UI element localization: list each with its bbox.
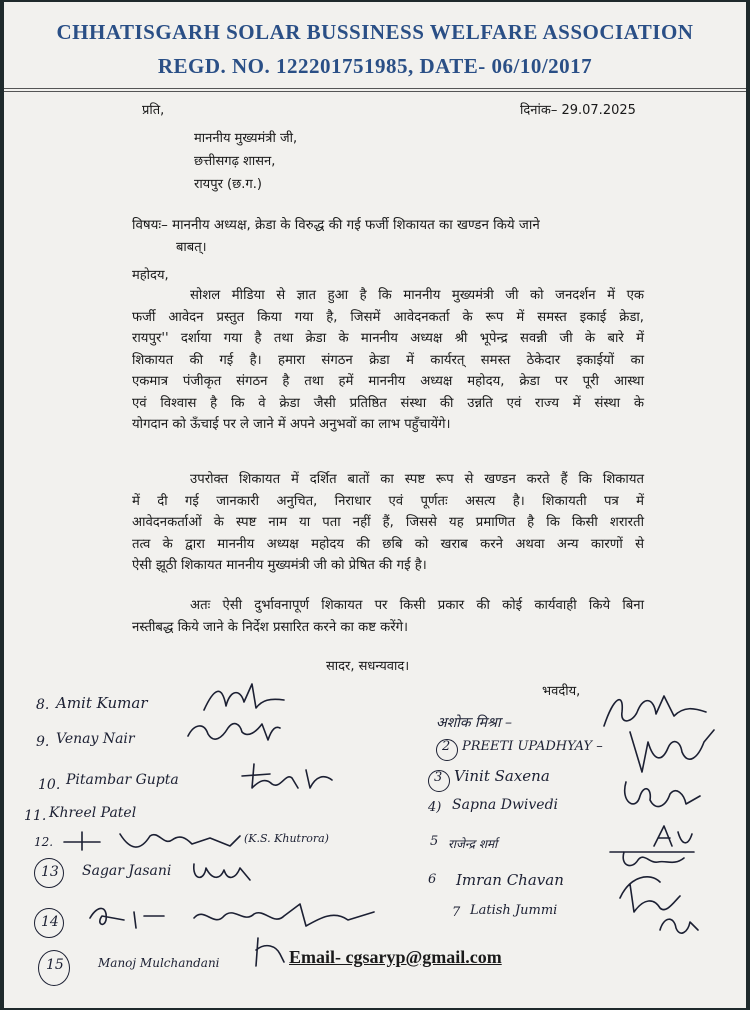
paragraph-line: में दी गई जानकारी अनुचित, निराधार एवं पूर्णतः असत्य है। शिकायती पत्र में [132,493,644,509]
signatory-number: 7 [452,905,461,920]
subject-line: विषयः– माननीय अध्यक्ष, क्रेडा के विरुद्ध की गई फर्जी शिकायत का खण्डन किये जाने [132,218,540,233]
paragraph-line: तत्व के द्वारा माननीय अध्यक्ष महोदय की छबि को खराब करने अथवा अन्य कारणों से [132,536,644,552]
signatory-name: (K.S. Khutrora) [244,832,329,845]
paragraph-line: एवं विश्वास है कि वे क्रेडा जैसी प्रतिष्ठित संस्था की उन्नति एवं राज्य में संस्था के [132,395,644,411]
salutation: महोदय, [132,268,169,283]
paragraph-line: सोशल मीडिया से ज्ञात हुआ है कि माननीय मुख्यमंत्री जी को जनदर्शन में एक [190,288,644,303]
signatory-name: Imran Chavan [456,871,564,889]
paragraph-line: रायपुर'' दर्शाया गया है तथा क्रेडा के माननीय अध्यक्ष श्री भूपेन्द्र सवन्नी जी के बारे में [132,331,644,346]
registration-number: REGD. NO. 122201751985, DATE- 06/10/2017 [157,54,593,78]
to-label: प्रति, [142,103,165,118]
signatory-number: 6 [428,872,437,887]
signature [250,932,290,972]
signatory-number: 15 [46,957,64,973]
signature [616,772,706,822]
signatory-number: 8. [36,697,50,713]
closing: सादर, सधन्यवाद। [326,659,410,674]
subject-line: बाबत्। [176,240,207,255]
paragraph-line: नस्तीबद्ध किये जाने के निर्देश प्रसारित करने का कष्ट करेंगे। [132,619,409,635]
signatory-name: Pitambar Gupta [66,772,179,788]
signatory-number: 13 [41,864,59,880]
signatory-name: Amit Kumar [56,694,148,712]
signature [188,854,258,888]
paragraph-2 [132,469,644,577]
header-divider-2 [4,91,746,92]
signatory-name: अशोक मिश्रा – [436,715,513,731]
letter-date: दिनांक– 29.07.2025 [520,103,636,118]
signatory-name: Latish Jummi [470,903,558,918]
signature [84,898,384,938]
paragraph-line: ऐसी झूठी शिकायत माननीय मुख्यमंत्री जी को प्रेषित की गई है। [132,558,427,573]
header-divider [4,88,746,89]
signatory-number: 11. [24,808,47,824]
paragraph-line: आवेदनकर्ताओं के स्पष्ट नाम या पता नहीं हैं, जिससे यह प्रमाणित है कि किसी शरारती [132,515,644,530]
signatory-name: Sagar Jasani [82,863,172,879]
paragraph-line: एकमात्र पंजीकृत संगठन है तथा हमें माननीय अध्यक्ष महोदय, क्रेडा पर पूरी आस्था [132,374,644,389]
org-name: CHHATISGARH SOLAR BUSSINESS WELFARE ASSOCIATION [56,20,694,44]
paragraph-line: शिकायत की गई है। हमारा संगठन क्रेडा में कार्यरत् समस्त ठेकेदार इकाईयों का [132,352,644,368]
letter-page [4,2,746,1008]
signatory-number: 12. [34,835,54,849]
signatory-number: 4) [428,800,442,815]
signatory-number: 3 [434,770,443,785]
paragraph-line: अतः ऐसी दुर्भावनापूर्ण शिकायत पर किसी प्रकार की कोई कार्यवाही किये बिना [190,598,644,613]
signatory-name: राजेन्द्र शर्मा [448,837,498,851]
paragraph-3 [132,595,644,638]
signature [60,824,245,856]
paragraph-1 [132,285,644,436]
recipient-line: माननीय मुख्यमंत्री जी, [194,131,298,146]
signatory-name: PREETI UPADHYAY – [462,739,603,754]
paragraph-line: फर्जी आवेदन प्रस्तुत किया गया है, जिसमें आवेदनकर्ता के रूप में समस्त इकाई क्रेडा, [132,309,644,325]
signature [184,714,284,754]
signatory-number: 2 [442,739,451,754]
signatory-number: 14 [41,914,59,930]
recipient-line: छत्तीसगढ़ शासन, [194,154,276,169]
signatory-number: 5 [430,834,439,849]
signatory-number: 10. [38,777,61,793]
signatory-number: 9. [36,734,50,750]
recipient-line: रायपुर (छ.ग.) [194,177,262,192]
signatory-name: Sapna Dwivedi [452,797,559,813]
paragraph-line: उपरोक्त शिकायत में दर्शित बातों का स्पष्ट रूप से खण्डन करते हैं कि शिकायत [190,472,644,487]
paragraph-line: योगदान को ऊँचाई पर ले जाने में अपने अनुभवों का लाभ पहुँचायेंगे। [132,417,451,432]
signature [654,910,704,940]
signatory-name: Khreel Patel [49,805,137,821]
signature [236,758,336,798]
signatory-name: Venay Nair [56,731,135,747]
yours-faithfully: भवदीय, [542,684,581,699]
signatory-name: Manoj Mulchandani [98,956,220,970]
signatory-name: Vinit Saxena [454,767,550,785]
email-address: Email- cgsaryp@gmail.com [289,947,502,967]
